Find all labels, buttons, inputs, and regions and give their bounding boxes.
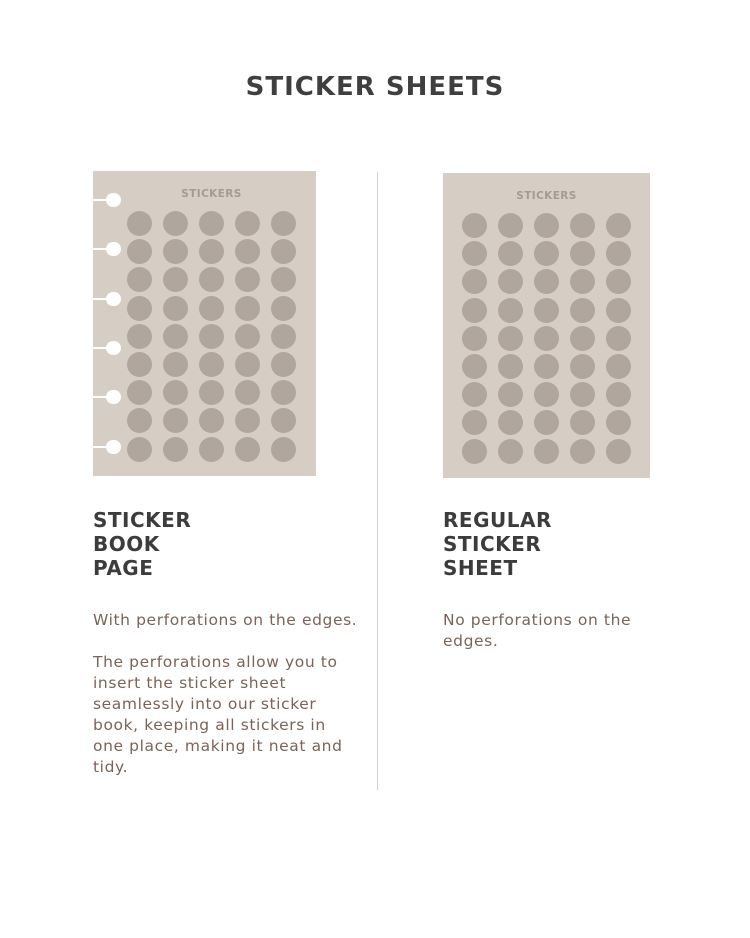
- regular-sticker-sheet-heading: [443, 508, 552, 580]
- sticker-dot: [163, 352, 188, 377]
- sticker-dot: [462, 410, 487, 435]
- sticker-dot: [462, 382, 487, 407]
- sticker-book-page-heading: [93, 508, 191, 580]
- sticker-dot: [271, 408, 296, 433]
- sticker-dot: [534, 298, 559, 323]
- sticker-dot: [271, 324, 296, 349]
- regular-sticker-sheet-description: [443, 610, 673, 673]
- sticker-dot: [163, 296, 188, 321]
- sticker-dot: [498, 410, 523, 435]
- regular-sticker-sheet-illustration: [443, 173, 650, 478]
- sticker-dot: [498, 382, 523, 407]
- sticker-grid: [462, 213, 631, 464]
- sticker-dot: [498, 354, 523, 379]
- sticker-dot: [199, 239, 224, 264]
- sticker-dot: [271, 352, 296, 377]
- sticker-dot: [498, 241, 523, 266]
- sticker-dot: [606, 326, 631, 351]
- column-divider: [377, 172, 378, 790]
- sticker-dot: [271, 239, 296, 264]
- sticker-dot: [534, 382, 559, 407]
- sticker-dot: [199, 211, 224, 236]
- sticker-dot: [498, 326, 523, 351]
- sticker-dot: [271, 380, 296, 405]
- sticker-dot: [163, 324, 188, 349]
- sticker-dot: [235, 408, 260, 433]
- sticker-dot: [235, 211, 260, 236]
- sheet-label: STICKERS: [181, 188, 242, 200]
- sticker-dot: [534, 269, 559, 294]
- sticker-dot: [127, 211, 152, 236]
- sticker-dot: [570, 354, 595, 379]
- sticker-dot: [606, 382, 631, 407]
- sticker-dot: [199, 380, 224, 405]
- sticker-dot: [462, 326, 487, 351]
- description-paragraph: No perforations on the edges.: [443, 611, 632, 650]
- sticker-dot: [462, 213, 487, 238]
- sticker-dot: [163, 267, 188, 292]
- sticker-dot: [462, 354, 487, 379]
- sticker-dot: [271, 267, 296, 292]
- sticker-dot: [570, 269, 595, 294]
- heading-line: PAGE: [93, 556, 154, 580]
- perforation-tab: [93, 242, 121, 256]
- sticker-dot: [606, 298, 631, 323]
- sticker-dot: [235, 437, 260, 462]
- sticker-dot: [570, 382, 595, 407]
- sticker-dot: [235, 296, 260, 321]
- sticker-dot: [462, 269, 487, 294]
- sticker-dot: [570, 439, 595, 464]
- sticker-dot: [498, 439, 523, 464]
- sticker-dot: [163, 211, 188, 236]
- sticker-dot: [606, 241, 631, 266]
- sticker-dot: [534, 410, 559, 435]
- heading-line: BOOK: [93, 532, 160, 556]
- page-title: STICKER SHEETS: [245, 72, 505, 102]
- sticker-dot: [235, 267, 260, 292]
- sticker-dot: [127, 267, 152, 292]
- sticker-dot: [534, 213, 559, 238]
- sticker-dot: [199, 352, 224, 377]
- sticker-dot: [163, 437, 188, 462]
- sheet-label: STICKERS: [516, 190, 577, 202]
- perforation-tab: [93, 440, 121, 454]
- sticker-dot: [498, 269, 523, 294]
- description-paragraph: With perforations on the edges.: [93, 611, 358, 629]
- sticker-dot: [235, 324, 260, 349]
- sticker-dot: [534, 326, 559, 351]
- sticker-dot: [271, 211, 296, 236]
- sticker-dot: [498, 213, 523, 238]
- sticker-dot: [606, 269, 631, 294]
- sticker-dot: [462, 298, 487, 323]
- sticker-dot: [163, 239, 188, 264]
- sticker-dot: [127, 296, 152, 321]
- perforation-tab: [93, 292, 121, 306]
- sticker-dot: [199, 437, 224, 462]
- sticker-dot: [570, 213, 595, 238]
- sticker-dot: [271, 296, 296, 321]
- sticker-dot: [570, 326, 595, 351]
- sticker-dot: [498, 298, 523, 323]
- sticker-dot: [163, 408, 188, 433]
- sticker-dot: [199, 324, 224, 349]
- sticker-dot: [199, 408, 224, 433]
- sticker-dot: [606, 213, 631, 238]
- sticker-dot: [163, 380, 188, 405]
- sticker-dot: [606, 354, 631, 379]
- description-paragraph: The perforations allow you to insert the sticker sheet seamlessly into our sticker book, keeping all stickers in one place, making it neat and tidy.: [93, 653, 343, 776]
- heading-line: SHEET: [443, 556, 518, 580]
- sticker-dot: [127, 437, 152, 462]
- perforation-tab: [93, 390, 121, 404]
- sticker-dot: [127, 324, 152, 349]
- sticker-dot: [534, 241, 559, 266]
- heading-line: STICKER: [93, 508, 192, 532]
- sticker-dot: [271, 437, 296, 462]
- sticker-dot: [534, 439, 559, 464]
- sticker-dot: [570, 298, 595, 323]
- sticker-dot: [199, 267, 224, 292]
- sticker-dot: [235, 380, 260, 405]
- sticker-dot: [606, 410, 631, 435]
- sticker-dot: [462, 439, 487, 464]
- sticker-dot: [127, 380, 152, 405]
- sticker-dot: [127, 239, 152, 264]
- sticker-dot: [235, 352, 260, 377]
- perforation-tab: [93, 193, 121, 207]
- heading-line: REGULAR: [443, 508, 552, 532]
- sticker-grid: [127, 211, 296, 462]
- sticker-book-page-illustration: [93, 171, 316, 476]
- sticker-dot: [127, 408, 152, 433]
- sticker-dot: [199, 296, 224, 321]
- sticker-dot: [606, 439, 631, 464]
- sticker-dot: [534, 354, 559, 379]
- sticker-dot: [570, 410, 595, 435]
- sticker-dot: [570, 241, 595, 266]
- sticker-dot: [235, 239, 260, 264]
- sticker-book-page-description: [93, 610, 358, 799]
- sticker-dot: [462, 241, 487, 266]
- sticker-dot: [127, 352, 152, 377]
- perforation-tab: [93, 341, 121, 355]
- heading-line: STICKER: [443, 532, 542, 556]
